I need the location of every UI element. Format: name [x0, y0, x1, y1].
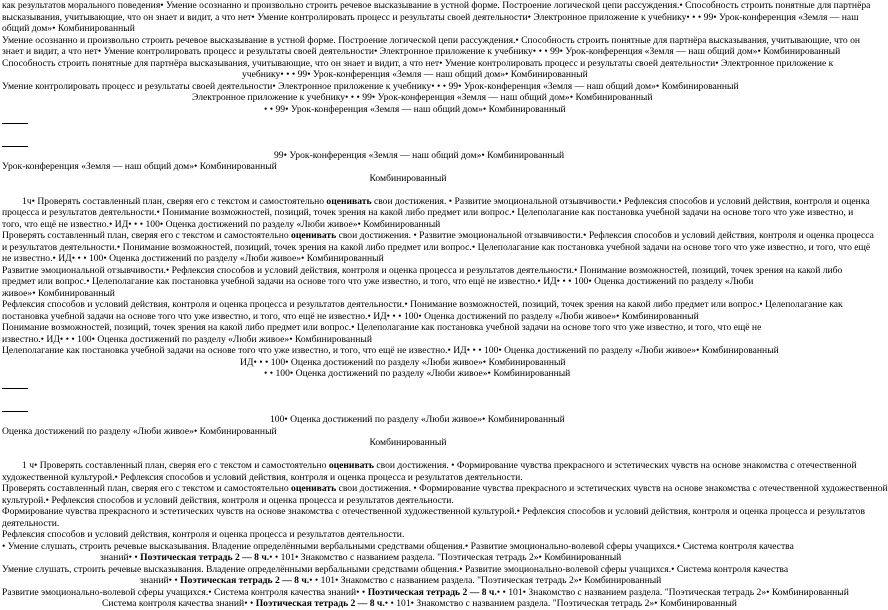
text-line [2, 34, 860, 47]
text-line [2, 0, 871, 12]
line-text: Система контроля качества знаний• • [102, 598, 256, 609]
line-text: Проверять составленный план, сверяя его с текстом и самостоятельно [2, 230, 292, 241]
text-line [2, 219, 814, 231]
text-line [2, 575, 814, 587]
separator-rule [2, 403, 814, 415]
bold-text: оценивать [326, 195, 372, 207]
text-line [2, 195, 870, 208]
line-text: Способность строить понятные для партнёра высказывания, учитывающие, что он знает и видит, а что нет• Умение контролировать процесс и результаты своей деятельности• Электронное приложение к [2, 57, 834, 69]
text-line [2, 345, 814, 357]
text-line [2, 322, 814, 334]
line-text: художественной культурой.• Рефлексия способов и условий действия, контроля и оценка процесса и результатов деятельности. [2, 471, 523, 483]
line-text-tail: • • 101• Знакомство с названием раздела. "Поэтическая тетрадь 2»• Комбинированный [309, 575, 662, 586]
text-line [2, 11, 859, 24]
text-line [2, 495, 814, 507]
text-line [2, 253, 814, 265]
text-line [2, 81, 814, 93]
text-line [2, 586, 849, 599]
text-line [2, 518, 814, 530]
separator-rule [2, 380, 814, 392]
line-text: Развитие эмоциональной отзывчивости.• Рефлексия способов и условий действия, контроля и оценка процесса и результатов деятельности.• Понимание возможностей, позиций, точек зрения на какой либо [2, 264, 843, 276]
text-line [2, 299, 843, 311]
line-text: не известно.• ИД• • • 100• Оценка достижений по разделу «Люби живое»• Комбинированный [2, 253, 384, 264]
line-text-tail: свои достижения. • Развитие эмоциональной отзывчивости.• Рефлексия способов и условий действия, контроля и оценка процесса [336, 230, 874, 241]
line-text: Электронное приложение к учебнику• • • 99• Урок-конференция «Земля — наш общий дом»• Комбинированный [192, 92, 653, 103]
text-line [2, 472, 814, 484]
line-text-tail: свои достижения. • Развитие эмоциональной отзывчивости.• Рефлексия способов и условий действия, контроля и оценка [371, 195, 870, 207]
text-line [2, 460, 857, 472]
text-line [2, 506, 865, 518]
text-line [2, 288, 814, 300]
text-line [2, 69, 814, 81]
line-text: Рефлексия способов и условий действия, контроля и оценка процесса и результатов деятельности. [2, 529, 405, 540]
line-text: высказывания, учитывающие, что он знает и видит, а что нет• Умение контролировать процесс и результаты своей деятельности• Электронное приложение к учебнику• • • 99• Урок-конференция «Земля — наш [2, 11, 859, 23]
line-text: и результатов деятельности.• Понимание возможностей, позиций, точек зрения на какой либо предмет или вопрос.• Целеполагание как постановка учебной задачи на основе того что уже известно, и того, что ещё [2, 241, 871, 253]
line-text: 100• Оценка достижений по разделу «Люби живое»• Комбинированный [270, 414, 565, 425]
line-text: 1ч• Проверять составленный план, сверяя его с текстом и самостоятельно [22, 195, 327, 207]
text-line [2, 552, 814, 564]
separator-rule [2, 115, 814, 127]
line-text: • • 100• Оценка достижений по разделу «Люби живое»• Комбинированный [264, 368, 571, 379]
text-line [2, 173, 814, 185]
text-line [2, 311, 814, 323]
text-line [2, 368, 814, 380]
text-line [2, 276, 814, 288]
line-text: того, что ещё не известно.• ИД• • • 100• Оценка достижений по разделу «Люби живое»• Комбинированный [2, 218, 441, 230]
line-text-tail: • • 101• Знакомство с названием раздела. "Поэтическая тетрадь 2»• Комбинированный [496, 586, 849, 598]
bold-text: Поэтическая тетрадь 2 — 8 ч. [367, 586, 497, 598]
line-text: 99• Урок-конференция «Земля — наш общий дом»• Комбинированный [274, 149, 565, 161]
text-line [2, 483, 888, 495]
line-text: известно.• ИД• • • 100• Оценка достижений по разделу «Люби живое»• Комбинированный [2, 333, 372, 345]
text-line [2, 230, 874, 242]
text-line [2, 529, 814, 541]
blank-line [2, 391, 814, 403]
line-text: Умение осознанно и произвольно строить речевое высказывание в устной форме. Построение логической цепи рассуждения.• Способность строить понятные для партнёра высказывания, учитывающие, что он [2, 34, 860, 46]
line-text: предмет или вопрос.• Целеполагание как постановка учебной задачи на основе того что уже известно, и того, что ещё не известно.• ИД• • • 100• Оценка достижений по разделу «Люби [2, 276, 754, 287]
text-line [2, 161, 814, 173]
line-text: Развитие эмоционально-волевой сферы учащихся.• Система контроля качества знаний• • [2, 586, 368, 598]
bold-text: Поэтическая тетрадь 2 — 8 ч. [140, 552, 270, 563]
text-line [2, 357, 814, 369]
line-text-tail: свои достижения. • Формирование чувства прекрасного и эстетических чувств на основе знакомства с отечественной [373, 460, 857, 471]
text-line [2, 426, 814, 438]
separator-rule [2, 138, 814, 150]
text-line [2, 414, 814, 426]
bold-text: Поэтическая тетрадь 2 — 8 ч. [180, 575, 310, 586]
text-line [2, 207, 854, 219]
text-line [2, 437, 814, 449]
line-text: Умение слушать, строить речевые высказывания. Владение определёнными вербальными средствами общения.• Развитие эмоционально-волевой сферы учащихся.• Система контроля качества [2, 563, 789, 575]
text-line [2, 598, 814, 610]
line-text: общий дом»• Комбинированный [2, 23, 135, 34]
line-text: знает и видит, а что нет• Умение контролировать процесс и результаты своей деятельности• Электронное приложение к учебнику• • • 99• Урок-конференция «Земля — наш общий дом»• Комбинированный [2, 46, 841, 57]
text-line [2, 92, 814, 104]
line-text: Проверять составленный план, сверяя его с текстом и самостоятельно [2, 483, 292, 494]
line-text: постановка учебной задачи на основе того что уже известно, и того, что ещё не известно.• ИД• • • 100• Оценка достижений по разделу «Люби живое»• Комбинированный [2, 310, 699, 322]
line-text: Рефлексия способов и условий действия, контроля и оценка процесса и результатов деятельности.• Понимание возможностей, позиций, точек зрения на какой либо предмет или вопрос.• Целеполагание как [2, 299, 843, 310]
line-text: культурой.• Рефлексия способов и условий действия, контроля и оценка процесса и результатов деятельности. [2, 494, 454, 506]
line-text: Умение контролировать процесс и результаты своей деятельности• Электронное приложение к учебнику• • • 99• Урок-конференция «Земля — наш общий дом»• Комбинированный [2, 80, 739, 92]
text-line [2, 264, 843, 277]
bold-text: оценивать [328, 460, 374, 471]
line-text: Целеполагание как постановка учебной задачи на основе того что уже известно, и того, что ещё не известно.• ИД• • • 100• Оценка достижений по разделу «Люби живое»• Комбинированный [2, 345, 779, 356]
text-line [2, 23, 814, 35]
blank-line [2, 127, 814, 139]
bold-text: Поэтическая тетрадь 2 — 8 ч. [255, 598, 385, 609]
bold-text: оценивать [291, 230, 337, 241]
line-text: Комбинированный [369, 437, 447, 448]
text-line [2, 46, 841, 58]
line-text: Понимание возможностей, позиций, точек зрения на какой либо предмет или вопрос.• Целеполагание как постановка учебной задачи на основе того что уже известно, и того, что ещё не [2, 322, 762, 333]
line-text: как результатов морального поведения• Умение осознанно и произвольно строить речевое высказывание в устной форме. Построение логической цепи рассуждения.• Способность строить понятные для партнёра [2, 0, 871, 11]
line-text-tail: свои достижения. • Формирование чувства прекрасного и эстетических чувств на основе знакомства с отечественной художественной [336, 483, 888, 494]
line-text: Комбинированный [369, 172, 447, 184]
bold-text: оценивать [291, 483, 337, 494]
text-line [2, 150, 814, 162]
line-text: знаний• • [100, 552, 141, 563]
text-line [2, 334, 814, 346]
line-text: деятельности. [2, 517, 60, 529]
line-text: • Умение слушать, строить речевые высказывания. Владение определёнными вербальными средствами общения.• Развитие эмоционально-волевой сферы учащихся.• Система контроля качества [2, 540, 794, 552]
line-text: • • 99• Урок-конференция «Земля — наш общий дом»• Комбинированный [264, 103, 566, 115]
text-line [2, 57, 834, 70]
line-text: Оценка достижений по разделу «Люби живое»• Комбинированный [2, 425, 277, 437]
line-text: 1 ч• Проверять составленный план, сверяя его с текстом и самостоятельно [22, 460, 329, 471]
line-text-tail: • • 101• Знакомство с названием раздела. "Поэтическая тетрадь 2»• Комбинированный [269, 552, 622, 563]
line-text: процесса и результатов деятельности.• Понимание возможностей, позиций, точек зрения на какой либо предмет или вопрос.• Целеполагание как постановка учебной задачи на основе того что уже известно, и [2, 207, 854, 218]
line-text: ИД• • • 100• Оценка достижений по разделу «Люби живое»• Комбинированный [240, 356, 566, 368]
blank-line [2, 449, 814, 461]
line-text: Формирование чувства прекрасного и эстетических чувств на основе знакомства с отечественной художественной культурой.• Рефлексия способов и условий действия, контроля и оценка процесса и результатов [2, 506, 865, 517]
line-text: знаний• • [140, 575, 181, 586]
text-line [2, 564, 814, 576]
text-line [2, 541, 814, 553]
line-text-tail: • • 101• Знакомство с названием раздела. "Поэтическая тетрадь 2»• Комбинированный [384, 598, 737, 609]
blank-line [2, 184, 814, 196]
document-body [2, 0, 888, 610]
text-line [2, 104, 814, 116]
line-text: Урок-конференция «Земля — наш общий дом»• Комбинированный [2, 161, 277, 172]
line-text: живое»• Комбинированный [2, 287, 115, 299]
line-text: учебнику• • • 99• Урок-конференция «Земля — наш общий дом»• Комбинированный [242, 69, 588, 80]
text-line [2, 241, 871, 254]
